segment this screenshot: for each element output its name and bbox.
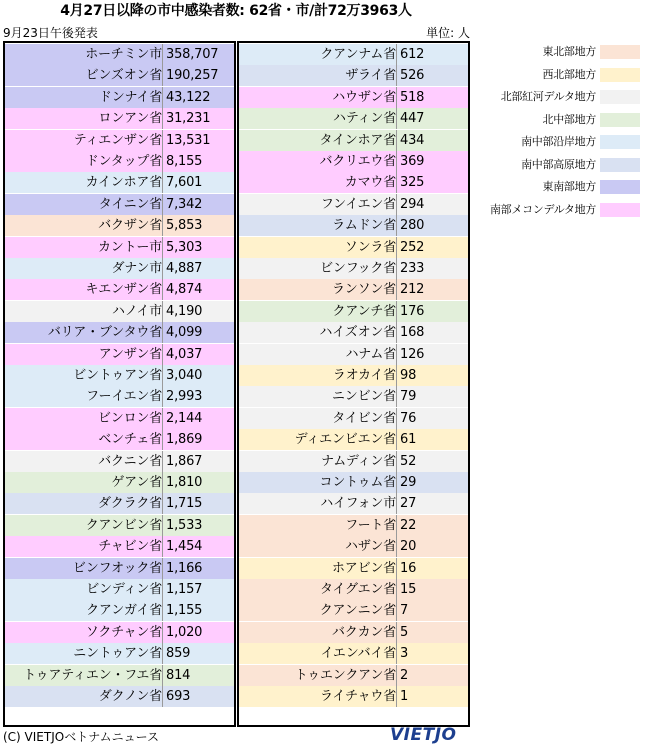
province-name: クアンビン省 [85,517,162,533]
table-row [239,622,468,643]
column-divider [162,365,163,386]
table-row [5,493,234,514]
legend-item [482,154,642,176]
column-divider [162,151,163,172]
column-divider [162,579,163,600]
table-row [239,87,468,108]
legend-label: 東南部地方 [542,180,596,193]
case-count: 29 [400,475,417,490]
table-row [239,344,468,365]
case-count: 5,303 [166,239,203,255]
case-count: 20 [400,539,417,555]
province-name: クアンチ省 [332,303,396,319]
column-divider [162,536,163,557]
right-table-panel [237,41,470,727]
table-row [239,643,468,664]
case-count: 8,155 [166,154,203,169]
column-divider [396,386,397,407]
table-row [5,172,234,193]
table-row [5,365,234,386]
province-name: バクニン省 [98,453,162,469]
legend-label: 南中部高原地方 [521,157,596,171]
legend-label: 北部紅河デルタ地方 [500,90,596,103]
column-divider [396,108,397,129]
province-name: ドンナイ省 [98,89,162,105]
column-divider [396,322,397,343]
province-name: ライチャウ省 [319,689,396,704]
province-name: ビンロン省 [97,410,162,426]
case-count: 3 [400,646,409,662]
column-divider [396,451,397,472]
table-row [239,386,468,407]
table-row [5,665,234,686]
chart-title: 4月27日以降の市中感染者数: 62省・市/計72万3963人 [60,3,412,19]
table-row [239,65,468,86]
province-name: ビントゥアン省 [73,368,162,383]
column-divider [396,643,397,664]
province-name: チャビン省 [98,539,162,555]
column-divider [162,665,163,686]
table-row [239,365,468,386]
case-count: 1,020 [166,624,203,640]
table-row [5,579,234,600]
case-count: 2,993 [166,389,203,405]
case-count: 814 [166,667,191,683]
province-name: カインホア省 [85,175,162,191]
column-divider [396,665,397,686]
table-row [5,536,234,557]
case-count: 1,454 [166,539,203,555]
table-row [239,279,468,300]
province-name: ゲアン省 [111,475,162,490]
column-divider [396,408,397,429]
table-row [5,258,234,279]
column-divider [162,237,163,258]
legend-swatch [600,113,640,127]
province-name: ティエンザン省 [73,132,162,148]
province-name: ハウザン省 [332,89,396,105]
legend-label: 東北部地方 [542,45,596,58]
province-name: ダクノン省 [98,689,162,704]
table-row [239,600,468,621]
province-name: ホアビン省 [331,560,396,576]
case-count: 369 [400,154,425,169]
column-divider [162,108,163,129]
case-count: 280 [400,218,425,234]
table-row [239,579,468,600]
table-row [5,622,234,643]
province-name: コントゥム省 [319,475,396,490]
table-row [239,215,468,236]
column-divider [162,258,163,279]
case-count: 4,190 [166,303,203,319]
column-divider [162,408,163,429]
province-name: イエンバイ省 [320,646,396,662]
legend-swatch [600,180,640,194]
province-name: ビンズオン省 [85,68,162,84]
province-name: ソクチャン省 [85,624,162,640]
column-divider [396,472,397,493]
legend-swatch [600,45,640,59]
table-row [239,493,468,514]
case-count: 859 [166,646,191,662]
case-count: 1,869 [166,432,203,448]
province-name: ナムディン省 [321,453,396,469]
case-count: 7,601 [166,175,203,191]
legend-item [482,64,642,86]
province-name: ザライ省 [345,68,396,84]
column-divider [162,686,163,707]
column-divider [396,686,397,707]
province-name: ニンビン省 [331,389,396,405]
table-row [239,108,468,129]
column-divider [162,279,163,300]
legend-label: 南中部沿岸地方 [521,135,596,148]
table-row [239,686,468,707]
table-row [239,237,468,258]
column-divider [396,515,397,536]
column-divider [162,451,163,472]
table-row [239,429,468,450]
column-divider [162,344,163,365]
case-count: 15 [400,582,417,597]
table-row [5,558,234,579]
column-divider [396,600,397,621]
province-name: カントー市 [97,239,162,255]
case-count: 3,040 [166,368,203,383]
province-name: ベンチェ省 [98,432,162,448]
table-row [239,301,468,322]
table-row [239,194,468,215]
case-count: 52 [400,453,417,469]
case-count: 447 [400,111,425,127]
column-divider [162,65,163,86]
column-divider [396,65,397,86]
table-row [5,87,234,108]
province-name: フンイエン省 [320,196,396,212]
column-divider [396,258,397,279]
province-name: ビンディン省 [86,582,162,597]
table-row [5,322,234,343]
province-name: フーイエン省 [86,389,162,405]
table-row [239,408,468,429]
region-legend [482,41,642,221]
table-row [239,322,468,343]
table-row [5,301,234,322]
province-name: バクカン省 [331,624,396,640]
column-divider [162,194,163,215]
province-name: トゥエンクアン省 [294,667,396,683]
table-row [5,237,234,258]
province-name: ハノイ市 [111,303,162,319]
case-count: 79 [400,389,417,405]
province-name: タイビン省 [332,410,396,426]
case-count: 2,144 [166,410,203,426]
province-name: タイグエン省 [319,582,396,597]
column-divider [162,515,163,536]
case-count: 1 [400,689,409,704]
province-name: バクザン省 [98,218,162,234]
province-name: フート省 [345,517,396,533]
vietjo-logo: VIETJO [390,725,457,745]
province-name: ソンラ省 [344,239,396,255]
table-row [5,130,234,151]
province-name: クアンニン省 [319,603,396,619]
legend-item [482,109,642,131]
table-row [5,344,234,365]
case-count: 176 [400,303,425,319]
table-row [5,451,234,472]
column-divider [162,172,163,193]
province-name: ダナン市 [111,261,162,276]
table-row [239,558,468,579]
case-count: 4,037 [166,346,203,362]
column-divider [162,600,163,621]
case-count: 693 [166,689,191,704]
province-name: ラムドン省 [332,218,396,234]
column-divider [396,44,397,65]
table-row [239,451,468,472]
legend-item [482,199,642,221]
province-name: トゥアティエン・フエ省 [23,667,162,683]
column-divider [162,301,163,322]
column-divider [396,365,397,386]
case-count: 1,810 [166,475,203,490]
legend-swatch [600,203,640,217]
case-count: 325 [400,175,425,191]
province-name: バクリエウ省 [319,154,396,169]
province-name: キエンザン省 [85,282,162,298]
column-divider [396,194,397,215]
case-count: 168 [400,325,425,341]
column-divider [162,44,163,65]
table-row [5,643,234,664]
column-divider [396,215,397,236]
column-divider [162,215,163,236]
case-count: 212 [400,282,425,298]
column-divider [162,130,163,151]
province-name: ビンフオック省 [72,560,162,576]
column-divider [396,151,397,172]
table-row [5,600,234,621]
province-name: ハティン省 [333,111,396,127]
table-row [5,108,234,129]
legend-swatch [600,68,640,82]
province-name: ラオカイ省 [332,368,396,383]
column-divider [162,87,163,108]
case-count: 233 [400,261,425,276]
table-row [239,472,468,493]
column-divider [396,558,397,579]
province-name: ビンフック省 [320,261,396,276]
table-row [5,194,234,215]
case-count: 4,887 [166,261,203,276]
legend-swatch [600,90,640,104]
table-row [239,130,468,151]
case-count: 294 [400,196,425,212]
province-name: ニントゥアン省 [73,646,162,662]
province-name: タイニン省 [98,196,162,212]
province-name: ハイズオン省 [319,325,396,341]
legend-label: 北中部地方 [542,112,596,126]
case-count: 98 [400,368,417,383]
province-name: クアンガイ省 [86,603,162,619]
legend-label: 西北部地方 [542,67,596,81]
table-row [5,515,234,536]
column-divider [396,344,397,365]
legend-item [482,41,642,63]
case-count: 1,155 [166,603,203,619]
column-divider [396,536,397,557]
province-name: ハザン省 [345,539,396,555]
column-divider [162,622,163,643]
copyright-credit: (C) VIETJOベトナムニュース [3,730,160,744]
column-divider [162,322,163,343]
table-row [5,686,234,707]
case-count: 22 [400,517,417,533]
province-name: ダクラク省 [97,496,162,512]
case-count: 1,867 [166,453,203,469]
column-divider [162,493,163,514]
case-count: 518 [400,89,425,105]
province-name: ドンタップ省 [85,154,162,169]
case-count: 5 [400,624,409,640]
case-count: 4,099 [166,325,203,341]
legend-swatch [600,158,640,172]
column-divider [396,301,397,322]
case-count: 31,231 [166,111,211,127]
case-count: 61 [400,432,417,448]
case-count: 1,533 [166,517,203,533]
case-count: 27 [400,496,417,512]
province-name: クアンナム省 [320,47,396,62]
case-count: 16 [400,560,417,576]
column-divider [162,386,163,407]
case-count: 526 [400,68,425,84]
table-row [239,515,468,536]
case-count: 126 [400,346,425,362]
column-divider [396,579,397,600]
table-row [5,65,234,86]
case-count: 434 [400,132,425,148]
table-row [5,279,234,300]
table-row [239,172,468,193]
column-divider [396,622,397,643]
table-row [5,429,234,450]
column-divider [396,279,397,300]
case-count: 7,342 [166,196,203,212]
column-divider [396,130,397,151]
table-row [5,408,234,429]
column-divider [162,429,163,450]
unit-label: 単位: 人 [426,26,470,40]
legend-label: 南部メコンデルタ地方 [489,202,596,216]
case-count: 7 [400,603,409,619]
table-row [5,386,234,407]
column-divider [396,87,397,108]
province-name: ハナム省 [345,346,396,362]
province-name: アンザン省 [98,346,162,362]
column-divider [162,472,163,493]
province-name: ホーチミン市 [85,47,162,62]
table-row [5,151,234,172]
province-name: ハイフォン市 [320,496,396,512]
announcement-date: 9月23日午後発表 [3,26,98,40]
case-count: 5,853 [166,218,203,234]
province-name: ディエンビエン省 [294,432,396,448]
column-divider [396,493,397,514]
table-row [239,151,468,172]
province-name: ロンアン省 [98,111,162,127]
case-count: 190,257 [166,68,219,84]
column-divider [396,429,397,450]
table-row [5,472,234,493]
table-row [239,258,468,279]
province-name: カマウ省 [344,175,396,191]
case-count: 1,715 [166,496,203,512]
table-row [5,215,234,236]
left-table-panel [3,41,236,727]
case-count: 252 [400,239,425,255]
column-divider [396,237,397,258]
table-row [5,44,234,65]
case-count: 43,122 [166,89,211,105]
case-count: 612 [400,47,425,62]
table-row [239,44,468,65]
legend-swatch [600,135,640,149]
column-divider [162,643,163,664]
case-count: 13,531 [166,132,211,148]
case-count: 2 [400,667,409,683]
column-divider [162,558,163,579]
case-count: 76 [400,410,417,426]
case-count: 4,874 [166,282,203,298]
table-row [239,665,468,686]
case-count: 1,166 [166,560,203,576]
province-name: バリア・ブンタウ省 [47,325,162,341]
legend-item [482,86,642,108]
province-name: タインホア省 [319,132,396,148]
case-count: 1,157 [166,582,203,597]
legend-item [482,131,642,153]
table-row [239,536,468,557]
province-name: ランソン省 [331,282,396,298]
case-count: 358,707 [166,47,219,62]
legend-item [482,176,642,198]
column-divider [396,172,397,193]
